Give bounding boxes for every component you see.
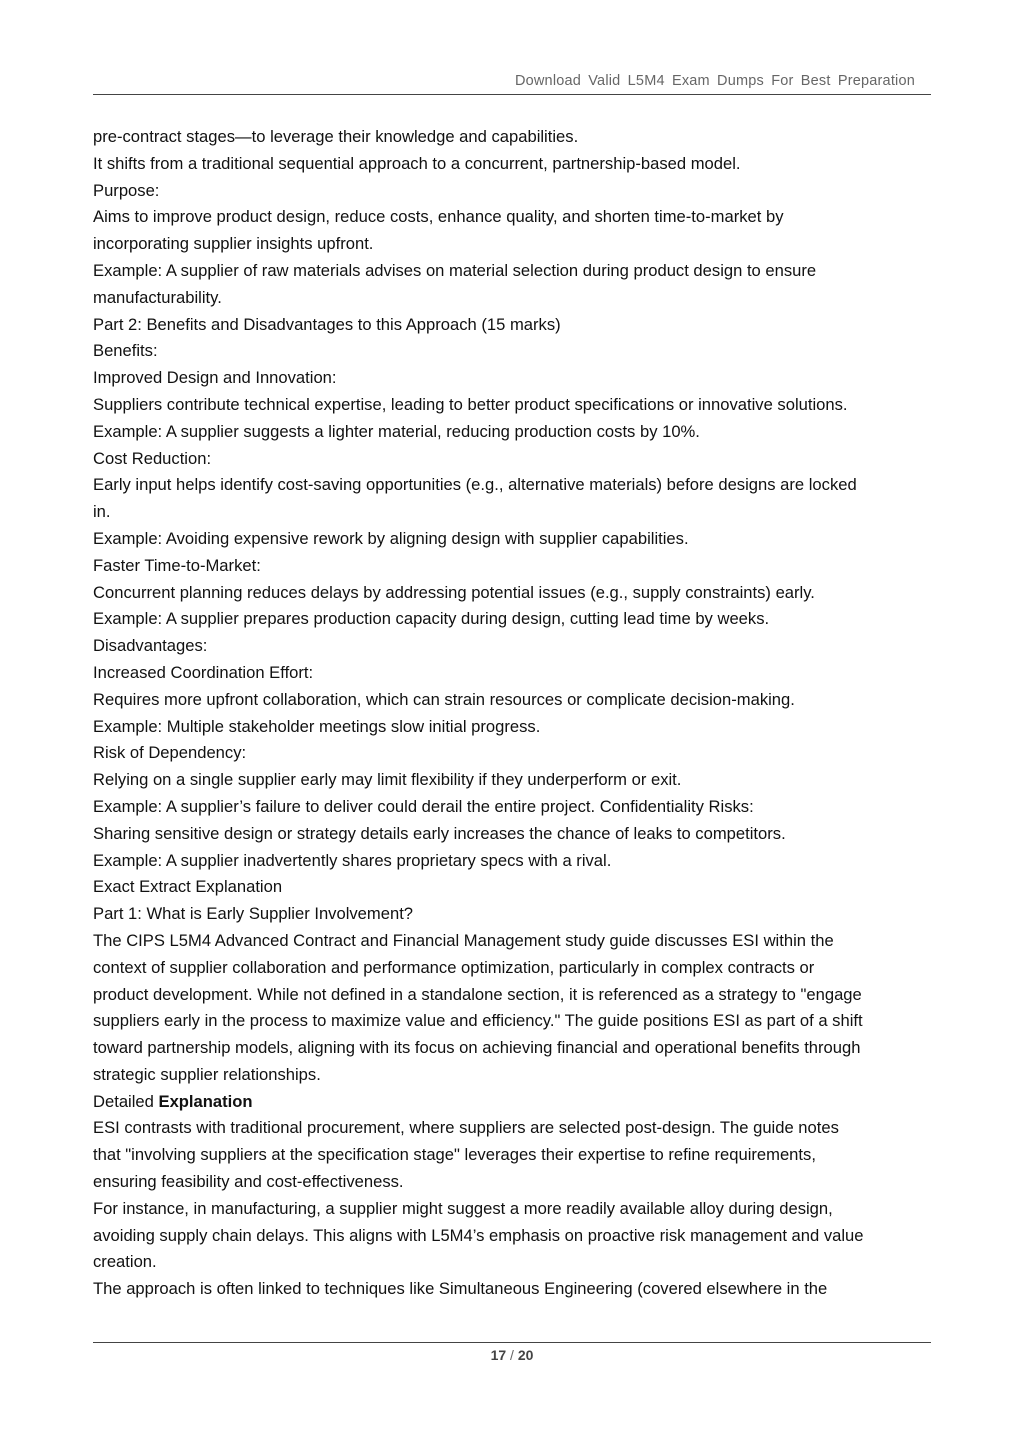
current-page: 17 [490,1347,507,1363]
section-label-purpose: Purpose: [93,180,160,200]
page-footer [93,1342,931,1363]
body-line: product development. While not defined in a standalone section, it is referenced as a strategy to "engage [93,984,862,1004]
body-line: Concurrent planning reduces delays by addressing potential issues (e.g., supply constraints) early. [93,582,815,602]
body-line: Example: A supplier suggests a lighter material, reducing production costs by 10%. [93,421,700,441]
body-line: incorporating supplier insights upfront. [93,234,374,254]
detailed-explanation-heading [93,1089,933,1116]
body-line: strategic supplier relationships. [93,1064,321,1084]
section-label-benefits: Benefits: [93,341,158,361]
subheading: Increased Coordination Effort: [93,662,314,682]
body-line: ensuring feasibility and cost-effectiveness. [93,1172,404,1192]
body-line: Requires more upfront collaboration, which can strain resources or complicate decision-making. [93,689,795,709]
section-heading-part-1: Part 1: What is Early Supplier Involvement? [93,904,414,924]
subheading: Risk of Dependency: [93,743,247,763]
page-header [93,72,931,95]
body-line: Suppliers contribute technical expertise, leading to better product specifications or innovative solutions. [93,394,848,414]
body-line: Example: A supplier inadvertently shares proprietary specs with a rival. [93,850,612,870]
section-label-disadvantages: Disadvantages: [93,636,208,656]
body-line: suppliers early in the process to maximize value and efficiency." The guide positions ESI as part of a shift [93,1011,863,1031]
body-line: manufacturability. [93,287,222,307]
body-line: Example: A supplier’s failure to deliver could derail the entire project. Confidentiality Risks: [93,796,754,816]
body-line: The CIPS L5M4 Advanced Contract and Financial Management study guide discusses ESI within the [93,930,834,950]
document-body [93,124,933,1303]
body-line: Aims to improve product design, reduce costs, enhance quality, and shorten time-to-market by [93,207,784,227]
body-line: Example: Avoiding expensive rework by aligning design with supplier capabilities. [93,528,689,548]
body-line: creation. [93,1252,157,1272]
body-line: The approach is often linked to techniques like Simultaneous Engineering (covered elsewhere in the [93,1279,828,1299]
body-line: It shifts from a traditional sequential approach to a concurrent, partnership-based model. [93,153,741,173]
page-separator: / [510,1347,514,1363]
body-line: context of supplier collaboration and performance optimization, particularly in complex contracts or [93,957,815,977]
body-line: Sharing sensitive design or strategy details early increases the chance of leaks to competitors. [93,823,786,843]
body-line: toward partnership models, aligning with its focus on achieving financial and operational benefits through [93,1038,861,1058]
heading-normal-text: Detailed [93,1091,159,1111]
body-line: Early input helps identify cost-saving opportunities (e.g., alternative materials) before designs are locked [93,475,857,495]
body-line: Example: A supplier of raw materials advises on material selection during product design to ensure [93,260,817,280]
page-number [93,1347,931,1363]
body-line: Example: A supplier prepares production capacity during design, cutting lead time by weeks. [93,609,770,629]
subheading: Improved Design and Innovation: [93,368,337,388]
body-line: Example: Multiple stakeholder meetings slow initial progress. [93,716,541,736]
section-heading-explanation: Exact Extract Explanation [93,877,283,897]
section-heading-part-2: Part 2: Benefits and Disadvantages to this Approach (15 marks) [93,314,561,334]
body-line: ESI contrasts with traditional procurement, where suppliers are selected post-design. The guide notes [93,1118,839,1138]
heading-bold-text: Explanation [158,1091,253,1111]
body-line: that "involving suppliers at the specification stage" leverages their expertise to refine requirements, [93,1145,816,1165]
total-pages: 20 [517,1347,534,1363]
body-line: avoiding supply chain delays. This aligns with L5M4’s emphasis on proactive risk management and value [93,1225,864,1245]
subheading: Cost Reduction: [93,448,212,468]
header-title: Download Valid L5M4 Exam Dumps For Best Preparation [514,73,915,89]
body-line: Relying on a single supplier early may limit flexibility if they underperform or exit. [93,770,682,790]
body-line: For instance, in manufacturing, a supplier might suggest a more readily available alloy during design, [93,1198,833,1218]
body-line: pre-contract stages—to leverage their knowledge and capabilities. [93,127,579,146]
body-line: in. [93,502,111,522]
subheading: Faster Time-to-Market: [93,555,261,575]
